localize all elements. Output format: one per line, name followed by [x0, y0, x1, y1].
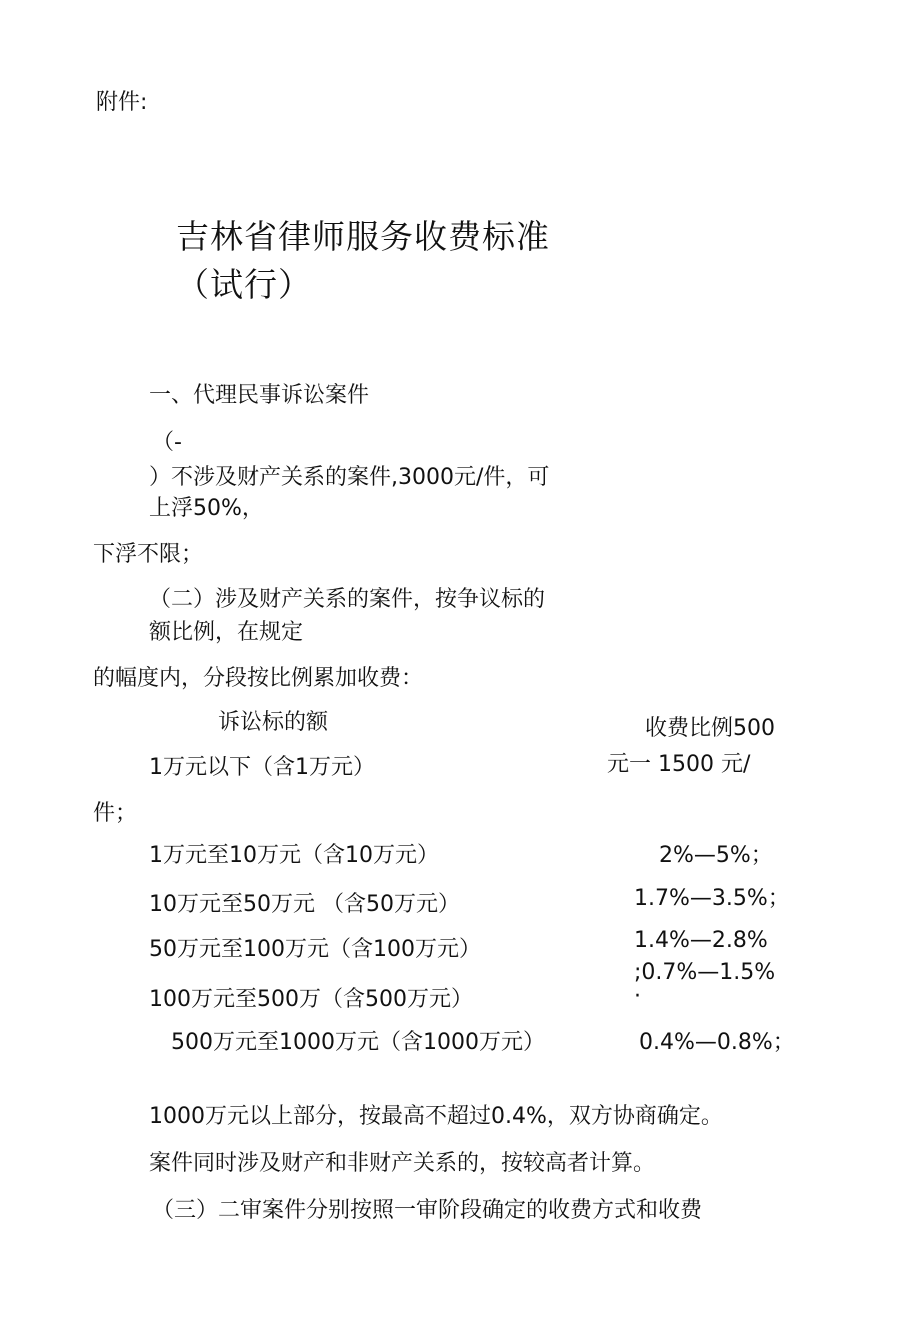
note-line-1: 1000万元以上部分，按最高不超过0.4%，双方协商确定。: [149, 1104, 723, 1129]
table-row-rate: 元一 1500 元/: [607, 752, 751, 777]
page-title: 吉林省律师服务收费标准: [176, 217, 550, 256]
table-row-rate-continued: 件；: [93, 801, 138, 826]
page-subtitle: （试行）: [176, 265, 312, 304]
item3-line1: （三）二审案件分别按照一审阶段确定的收费方式和收费: [152, 1198, 703, 1223]
table-row-dot: ·: [634, 984, 641, 1009]
table-row-rate: ;0.7%—1.5%: [634, 960, 776, 985]
item1-line2: 上浮50%，: [149, 496, 264, 521]
item1-line3: 下浮不限；: [93, 542, 204, 567]
table-row-rate: 1.4%—2.8%: [634, 928, 768, 953]
table-header-rate: 收费比例500: [645, 716, 775, 741]
table-row-rate: 1.7%—3.5%；: [634, 886, 790, 911]
table-header-amount: 诉讼标的额: [218, 710, 329, 735]
table-row-amount: 50万元至100万元（含100万元）: [149, 937, 481, 962]
table-row-rate: 0.4%—0.8%；: [639, 1030, 795, 1055]
table-row-amount: 100万元至500万（含500万元）: [149, 987, 473, 1012]
table-row-amount: 500万元至1000万元（含1000万元）: [171, 1030, 545, 1055]
note-line-2: 案件同时涉及财产和非财产关系的，按较高者计算。: [149, 1151, 656, 1176]
attachment-label: 附件:: [96, 90, 148, 115]
item2-line2: 额比例，在规定: [149, 620, 304, 645]
item1-line1: ）不涉及财产关系的案件,3000元/件，可: [149, 465, 550, 490]
table-row-amount: 1万元以下（含1万元）: [149, 755, 375, 780]
item1-marker: （-: [152, 430, 182, 455]
table-row-amount: 1万元至10万元（含10万元）: [149, 843, 439, 868]
section-heading: 一、代理民事诉讼案件: [149, 383, 370, 408]
table-row-rate: 2%—5%；: [659, 843, 773, 868]
item2-line1: （二）涉及财产关系的案件，按争议标的: [149, 587, 546, 612]
table-row-amount: 10万元至50万元 （含50万元）: [149, 892, 460, 917]
item2-line3: 的幅度内，分段按比例累加收费：: [93, 666, 424, 691]
